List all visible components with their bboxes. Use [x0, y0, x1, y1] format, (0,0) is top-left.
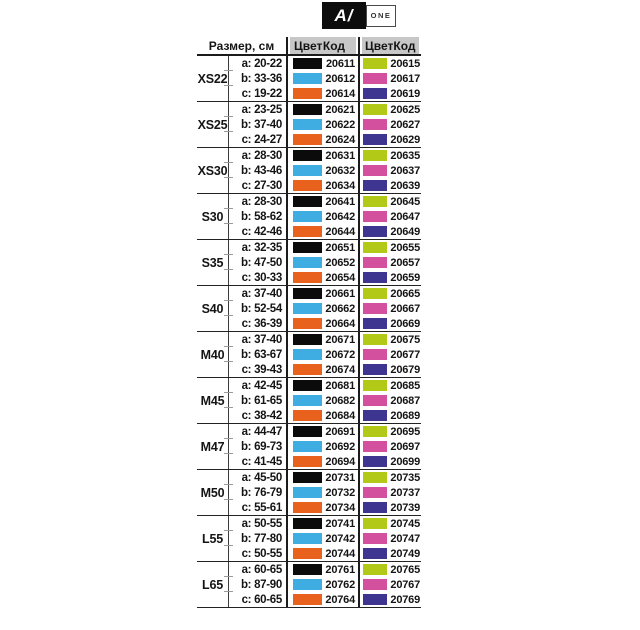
code-value: 20741	[325, 517, 355, 530]
measurement-cell: a: 20-22	[228, 56, 286, 71]
color-code-cell	[358, 270, 421, 285]
measurement-cell: b: 52-54	[228, 301, 286, 316]
code-value: 20634	[325, 179, 355, 192]
color-swatch-black	[293, 104, 322, 115]
color-code-cell	[358, 408, 421, 423]
color-swatch-purple	[363, 410, 387, 421]
color-swatch-blue	[293, 73, 322, 84]
color-swatch-lime	[363, 242, 387, 253]
code-value: 20684	[325, 409, 355, 422]
size-group	[197, 56, 421, 102]
code-value: 20767	[390, 578, 420, 591]
size-label: L55	[202, 531, 223, 546]
color-code-cell	[286, 209, 358, 224]
color-swatch-orange	[293, 88, 322, 99]
color-swatch-black	[293, 564, 322, 575]
table-body	[197, 56, 421, 608]
color-code-cell	[286, 500, 358, 515]
code-value: 20691	[325, 425, 355, 438]
color-code-cell	[358, 286, 421, 301]
code-value: 20739	[390, 501, 420, 514]
color-swatch-blue	[293, 487, 322, 498]
color-code-cell	[358, 102, 421, 117]
color-code-cell	[286, 470, 358, 485]
table-header-row	[197, 37, 421, 56]
color-swatch-black	[293, 334, 322, 345]
color-swatch-orange	[293, 594, 322, 605]
color-swatch-blue	[293, 211, 322, 222]
color-swatch-lime	[363, 150, 387, 161]
color-code-cell	[358, 316, 421, 331]
color-code-cell	[286, 424, 358, 439]
color-code-cell	[286, 148, 358, 163]
color-swatch-lime	[363, 380, 387, 391]
color-code-cell	[358, 500, 421, 515]
color-swatch-pink	[363, 441, 387, 452]
measurement-cell: b: 69-73	[228, 439, 286, 454]
code-value: 20742	[325, 532, 355, 545]
size-group	[197, 424, 421, 470]
color-code-cell	[358, 301, 421, 316]
color-code-cell	[286, 562, 358, 577]
color-code-cell	[286, 531, 358, 546]
color-swatch-black	[293, 150, 322, 161]
color-swatch-orange	[293, 134, 322, 145]
measurement-cell: b: 61-65	[228, 393, 286, 408]
color-swatch-pink	[363, 349, 387, 360]
code-value: 20657	[390, 256, 420, 269]
header-color-code-2	[358, 37, 421, 54]
measurement-cell: c: 27-30	[228, 178, 286, 193]
color-swatch-orange	[293, 502, 322, 513]
measurement-cell: b: 37-40	[228, 117, 286, 132]
color-swatch-purple	[363, 594, 387, 605]
color-swatch-lime	[363, 104, 387, 115]
color-code-cell	[358, 332, 421, 347]
color-swatch-pink	[363, 257, 387, 268]
code-value: 20682	[325, 394, 355, 407]
color-swatch-pink	[363, 533, 387, 544]
code-value: 20639	[390, 179, 420, 192]
code-value: 20654	[325, 271, 355, 284]
color-swatch-purple	[363, 180, 387, 191]
color-swatch-orange	[293, 180, 322, 191]
color-code-cell	[358, 516, 421, 531]
color-code-cell	[358, 163, 421, 178]
measurement-cell: c: 42-46	[228, 224, 286, 239]
color-code-cell	[358, 240, 421, 255]
size-group	[197, 102, 421, 148]
code-value: 20677	[390, 348, 420, 361]
measurement-cell: b: 33-36	[228, 71, 286, 86]
code-value: 20694	[325, 455, 355, 468]
size-label: S40	[201, 301, 224, 316]
color-code-cell	[358, 255, 421, 270]
color-swatch-black	[293, 518, 322, 529]
size-code-table	[197, 37, 421, 608]
color-code-cell	[358, 194, 421, 209]
size-group	[197, 148, 421, 194]
measurement-cell: c: 50-55	[228, 546, 286, 561]
color-swatch-blue	[293, 579, 322, 590]
color-code-cell	[286, 362, 358, 377]
measurement-cell: c: 36-39	[228, 316, 286, 331]
code-value: 20747	[390, 532, 420, 545]
header-color-code-1	[286, 37, 358, 54]
code-value: 20651	[325, 241, 355, 254]
size-label: M50	[200, 485, 225, 500]
color-code-cell	[286, 117, 358, 132]
size-label: XS22	[197, 71, 228, 86]
color-swatch-lime	[363, 472, 387, 483]
color-swatch-purple	[363, 272, 387, 283]
code-value: 20687	[390, 394, 420, 407]
code-value: 20762	[325, 578, 355, 591]
measurement-cell: a: 60-65	[228, 562, 286, 577]
code-value: 20665	[390, 287, 420, 300]
size-label: M45	[200, 393, 225, 408]
color-swatch-orange	[293, 318, 322, 329]
color-swatch-blue	[293, 395, 322, 406]
code-value: 20617	[390, 72, 420, 85]
color-code-cell	[286, 592, 358, 607]
color-swatch-purple	[363, 502, 387, 513]
code-value: 20745	[390, 517, 420, 530]
code-value: 20631	[325, 149, 355, 162]
code-value: 20749	[390, 547, 420, 560]
color-swatch-pink	[363, 165, 387, 176]
code-value: 20635	[390, 149, 420, 162]
measurement-cell: c: 30-33	[228, 270, 286, 285]
code-value: 20611	[326, 57, 355, 70]
color-code-cell	[286, 240, 358, 255]
color-swatch-pink	[363, 211, 387, 222]
color-code-cell	[358, 592, 421, 607]
color-code-cell	[358, 117, 421, 132]
color-swatch-lime	[363, 196, 387, 207]
color-code-cell	[286, 347, 358, 362]
measurement-cell: c: 60-65	[228, 592, 286, 607]
color-swatch-lime	[363, 58, 387, 69]
size-group	[197, 516, 421, 562]
color-code-cell	[286, 286, 358, 301]
code-value: 20671	[325, 333, 355, 346]
color-code-cell	[286, 485, 358, 500]
measurement-cell: a: 32-35	[228, 240, 286, 255]
code-value: 20629	[390, 133, 420, 146]
color-code-cell	[358, 132, 421, 147]
code-value: 20662	[325, 302, 355, 315]
color-swatch-lime	[363, 564, 387, 575]
color-swatch-pink	[363, 119, 387, 130]
color-code-cell	[358, 347, 421, 362]
color-swatch-black	[293, 58, 322, 69]
code-value: 20692	[325, 440, 355, 453]
size-label: M40	[200, 347, 225, 362]
brand-logo-one-label: ONE	[366, 5, 396, 27]
color-code-cell	[358, 577, 421, 592]
measurement-cell: b: 76-79	[228, 485, 286, 500]
measurement-cell: a: 37-40	[228, 286, 286, 301]
code-value: 20732	[325, 486, 355, 499]
color-code-cell	[358, 546, 421, 561]
color-code-cell	[286, 332, 358, 347]
size-group	[197, 286, 421, 332]
color-swatch-black	[293, 242, 322, 253]
color-code-cell	[358, 454, 421, 469]
measurement-cell: a: 28-30	[228, 148, 286, 163]
color-swatch-purple	[363, 318, 387, 329]
code-value: 20641	[325, 195, 355, 208]
size-label: S35	[201, 255, 224, 270]
code-value: 20764	[325, 593, 355, 606]
color-swatch-purple	[363, 364, 387, 375]
size-group	[197, 240, 421, 286]
color-code-cell	[286, 408, 358, 423]
size-group	[197, 562, 421, 608]
header-code-label-2: Код	[393, 38, 416, 53]
code-value: 20737	[390, 486, 420, 499]
color-swatch-black	[293, 196, 322, 207]
color-code-cell	[358, 562, 421, 577]
measurement-cell: a: 50-55	[228, 516, 286, 531]
color-code-cell	[286, 224, 358, 239]
code-value: 20627	[390, 118, 420, 131]
color-swatch-orange	[293, 272, 322, 283]
color-swatch-orange	[293, 410, 322, 421]
measurement-cell: a: 45-50	[228, 470, 286, 485]
color-swatch-lime	[363, 518, 387, 529]
color-swatch-orange	[293, 364, 322, 375]
code-value: 20645	[390, 195, 420, 208]
color-code-cell	[286, 178, 358, 193]
color-swatch-blue	[293, 349, 322, 360]
color-swatch-blue	[293, 441, 322, 452]
measurement-cell: c: 24-27	[228, 132, 286, 147]
measurement-cell: c: 38-42	[228, 408, 286, 423]
code-value: 20674	[325, 363, 355, 376]
size-label: M47	[200, 439, 225, 454]
header-color-label-2: Цвет	[365, 38, 394, 53]
color-code-cell	[286, 270, 358, 285]
code-value: 20625	[390, 103, 420, 116]
measurement-cell: b: 87-90	[228, 577, 286, 592]
color-swatch-blue	[293, 303, 322, 314]
code-value: 20769	[390, 593, 420, 606]
code-value: 20761	[325, 563, 355, 576]
size-group	[197, 470, 421, 516]
measurement-cell: b: 43-46	[228, 163, 286, 178]
color-code-cell	[358, 224, 421, 239]
color-code-cell	[286, 255, 358, 270]
color-code-cell	[286, 194, 358, 209]
color-code-cell	[286, 454, 358, 469]
color-code-cell	[286, 102, 358, 117]
color-code-cell	[286, 56, 358, 71]
color-code-cell	[358, 148, 421, 163]
color-code-cell	[358, 485, 421, 500]
measurement-cell: c: 39-43	[228, 362, 286, 377]
code-value: 20667	[390, 302, 420, 315]
color-swatch-orange	[293, 456, 322, 467]
size-label: XS25	[197, 117, 228, 132]
color-code-cell	[286, 316, 358, 331]
code-value: 20664	[325, 317, 355, 330]
color-swatch-black	[293, 472, 322, 483]
code-value: 20652	[325, 256, 355, 269]
color-code-cell	[286, 301, 358, 316]
code-value: 20699	[390, 455, 420, 468]
code-value: 20615	[390, 57, 420, 70]
color-swatch-purple	[363, 548, 387, 559]
brand-logo-mark: A/	[322, 2, 366, 29]
code-value: 20637	[390, 164, 420, 177]
measurement-cell: a: 42-45	[228, 378, 286, 393]
color-code-cell	[358, 86, 421, 101]
code-value: 20632	[325, 164, 355, 177]
color-swatch-orange	[293, 226, 322, 237]
size-group	[197, 194, 421, 240]
color-swatch-lime	[363, 334, 387, 345]
code-value: 20621	[325, 103, 355, 116]
color-code-cell	[358, 71, 421, 86]
code-value: 20647	[390, 210, 420, 223]
color-code-cell	[358, 362, 421, 377]
measurement-cell: b: 77-80	[228, 531, 286, 546]
code-value: 20659	[390, 271, 420, 284]
color-code-cell	[358, 439, 421, 454]
size-group	[197, 332, 421, 378]
code-value: 20695	[390, 425, 420, 438]
color-code-cell	[286, 546, 358, 561]
color-code-cell	[358, 470, 421, 485]
measurement-cell: c: 41-45	[228, 454, 286, 469]
color-swatch-pink	[363, 579, 387, 590]
size-group	[197, 378, 421, 424]
code-value: 20679	[390, 363, 420, 376]
color-code-cell	[358, 531, 421, 546]
size-label: L65	[202, 577, 223, 592]
color-code-cell	[358, 424, 421, 439]
code-value: 20614	[325, 87, 355, 100]
code-value: 20624	[325, 133, 355, 146]
color-swatch-purple	[363, 226, 387, 237]
color-code-cell	[286, 86, 358, 101]
color-code-cell	[358, 178, 421, 193]
code-value: 20685	[390, 379, 420, 392]
code-value: 20731	[325, 471, 355, 484]
measurement-cell: c: 55-61	[228, 500, 286, 515]
color-swatch-pink	[363, 487, 387, 498]
color-code-cell	[358, 393, 421, 408]
color-swatch-lime	[363, 426, 387, 437]
color-code-cell	[286, 132, 358, 147]
measurement-cell: b: 58-62	[228, 209, 286, 224]
brand-logo	[322, 2, 396, 29]
code-value: 20661	[325, 287, 355, 300]
color-code-cell	[286, 516, 358, 531]
size-label: XS30	[197, 163, 228, 178]
code-value: 20734	[325, 501, 355, 514]
color-swatch-blue	[293, 257, 322, 268]
header-color-label-1: Цвет	[294, 38, 323, 53]
color-code-cell	[286, 439, 358, 454]
measurement-cell: b: 47-50	[228, 255, 286, 270]
code-value: 20642	[325, 210, 355, 223]
color-code-cell	[358, 56, 421, 71]
color-swatch-black	[293, 426, 322, 437]
header-size-cm: Размер, см	[208, 38, 275, 53]
code-value: 20619	[390, 87, 420, 100]
measurement-cell: c: 19-22	[228, 86, 286, 101]
color-swatch-purple	[363, 88, 387, 99]
code-value: 20744	[325, 547, 355, 560]
color-code-cell	[286, 378, 358, 393]
color-code-cell	[358, 209, 421, 224]
measurement-cell: a: 37-40	[228, 332, 286, 347]
code-value: 20655	[390, 241, 420, 254]
color-swatch-black	[293, 380, 322, 391]
color-swatch-purple	[363, 134, 387, 145]
size-label: S30	[201, 209, 224, 224]
color-code-cell	[286, 577, 358, 592]
color-swatch-lime	[363, 288, 387, 299]
code-value: 20735	[390, 471, 420, 484]
color-swatch-pink	[363, 303, 387, 314]
code-value: 20622	[325, 118, 355, 131]
color-swatch-blue	[293, 165, 322, 176]
color-swatch-orange	[293, 548, 322, 559]
measurement-cell: a: 44-47	[228, 424, 286, 439]
code-value: 20644	[325, 225, 355, 238]
code-value: 20669	[390, 317, 420, 330]
code-value: 20672	[325, 348, 355, 361]
color-swatch-pink	[363, 73, 387, 84]
code-value: 20689	[390, 409, 420, 422]
color-swatch-blue	[293, 533, 322, 544]
color-swatch-purple	[363, 456, 387, 467]
code-value: 20681	[325, 379, 355, 392]
color-code-cell	[286, 393, 358, 408]
code-value: 20765	[390, 563, 420, 576]
measurement-cell: a: 23-25	[228, 102, 286, 117]
color-code-cell	[286, 163, 358, 178]
color-swatch-pink	[363, 395, 387, 406]
measurement-cell: a: 28-30	[228, 194, 286, 209]
code-value: 20697	[390, 440, 420, 453]
color-swatch-blue	[293, 119, 322, 130]
color-code-cell	[286, 71, 358, 86]
code-value: 20649	[390, 225, 420, 238]
code-value: 20675	[390, 333, 420, 346]
header-code-label-1: Код	[322, 38, 345, 53]
color-code-cell	[358, 378, 421, 393]
code-value: 20612	[325, 72, 355, 85]
color-swatch-black	[293, 288, 322, 299]
measurement-cell: b: 63-67	[228, 347, 286, 362]
